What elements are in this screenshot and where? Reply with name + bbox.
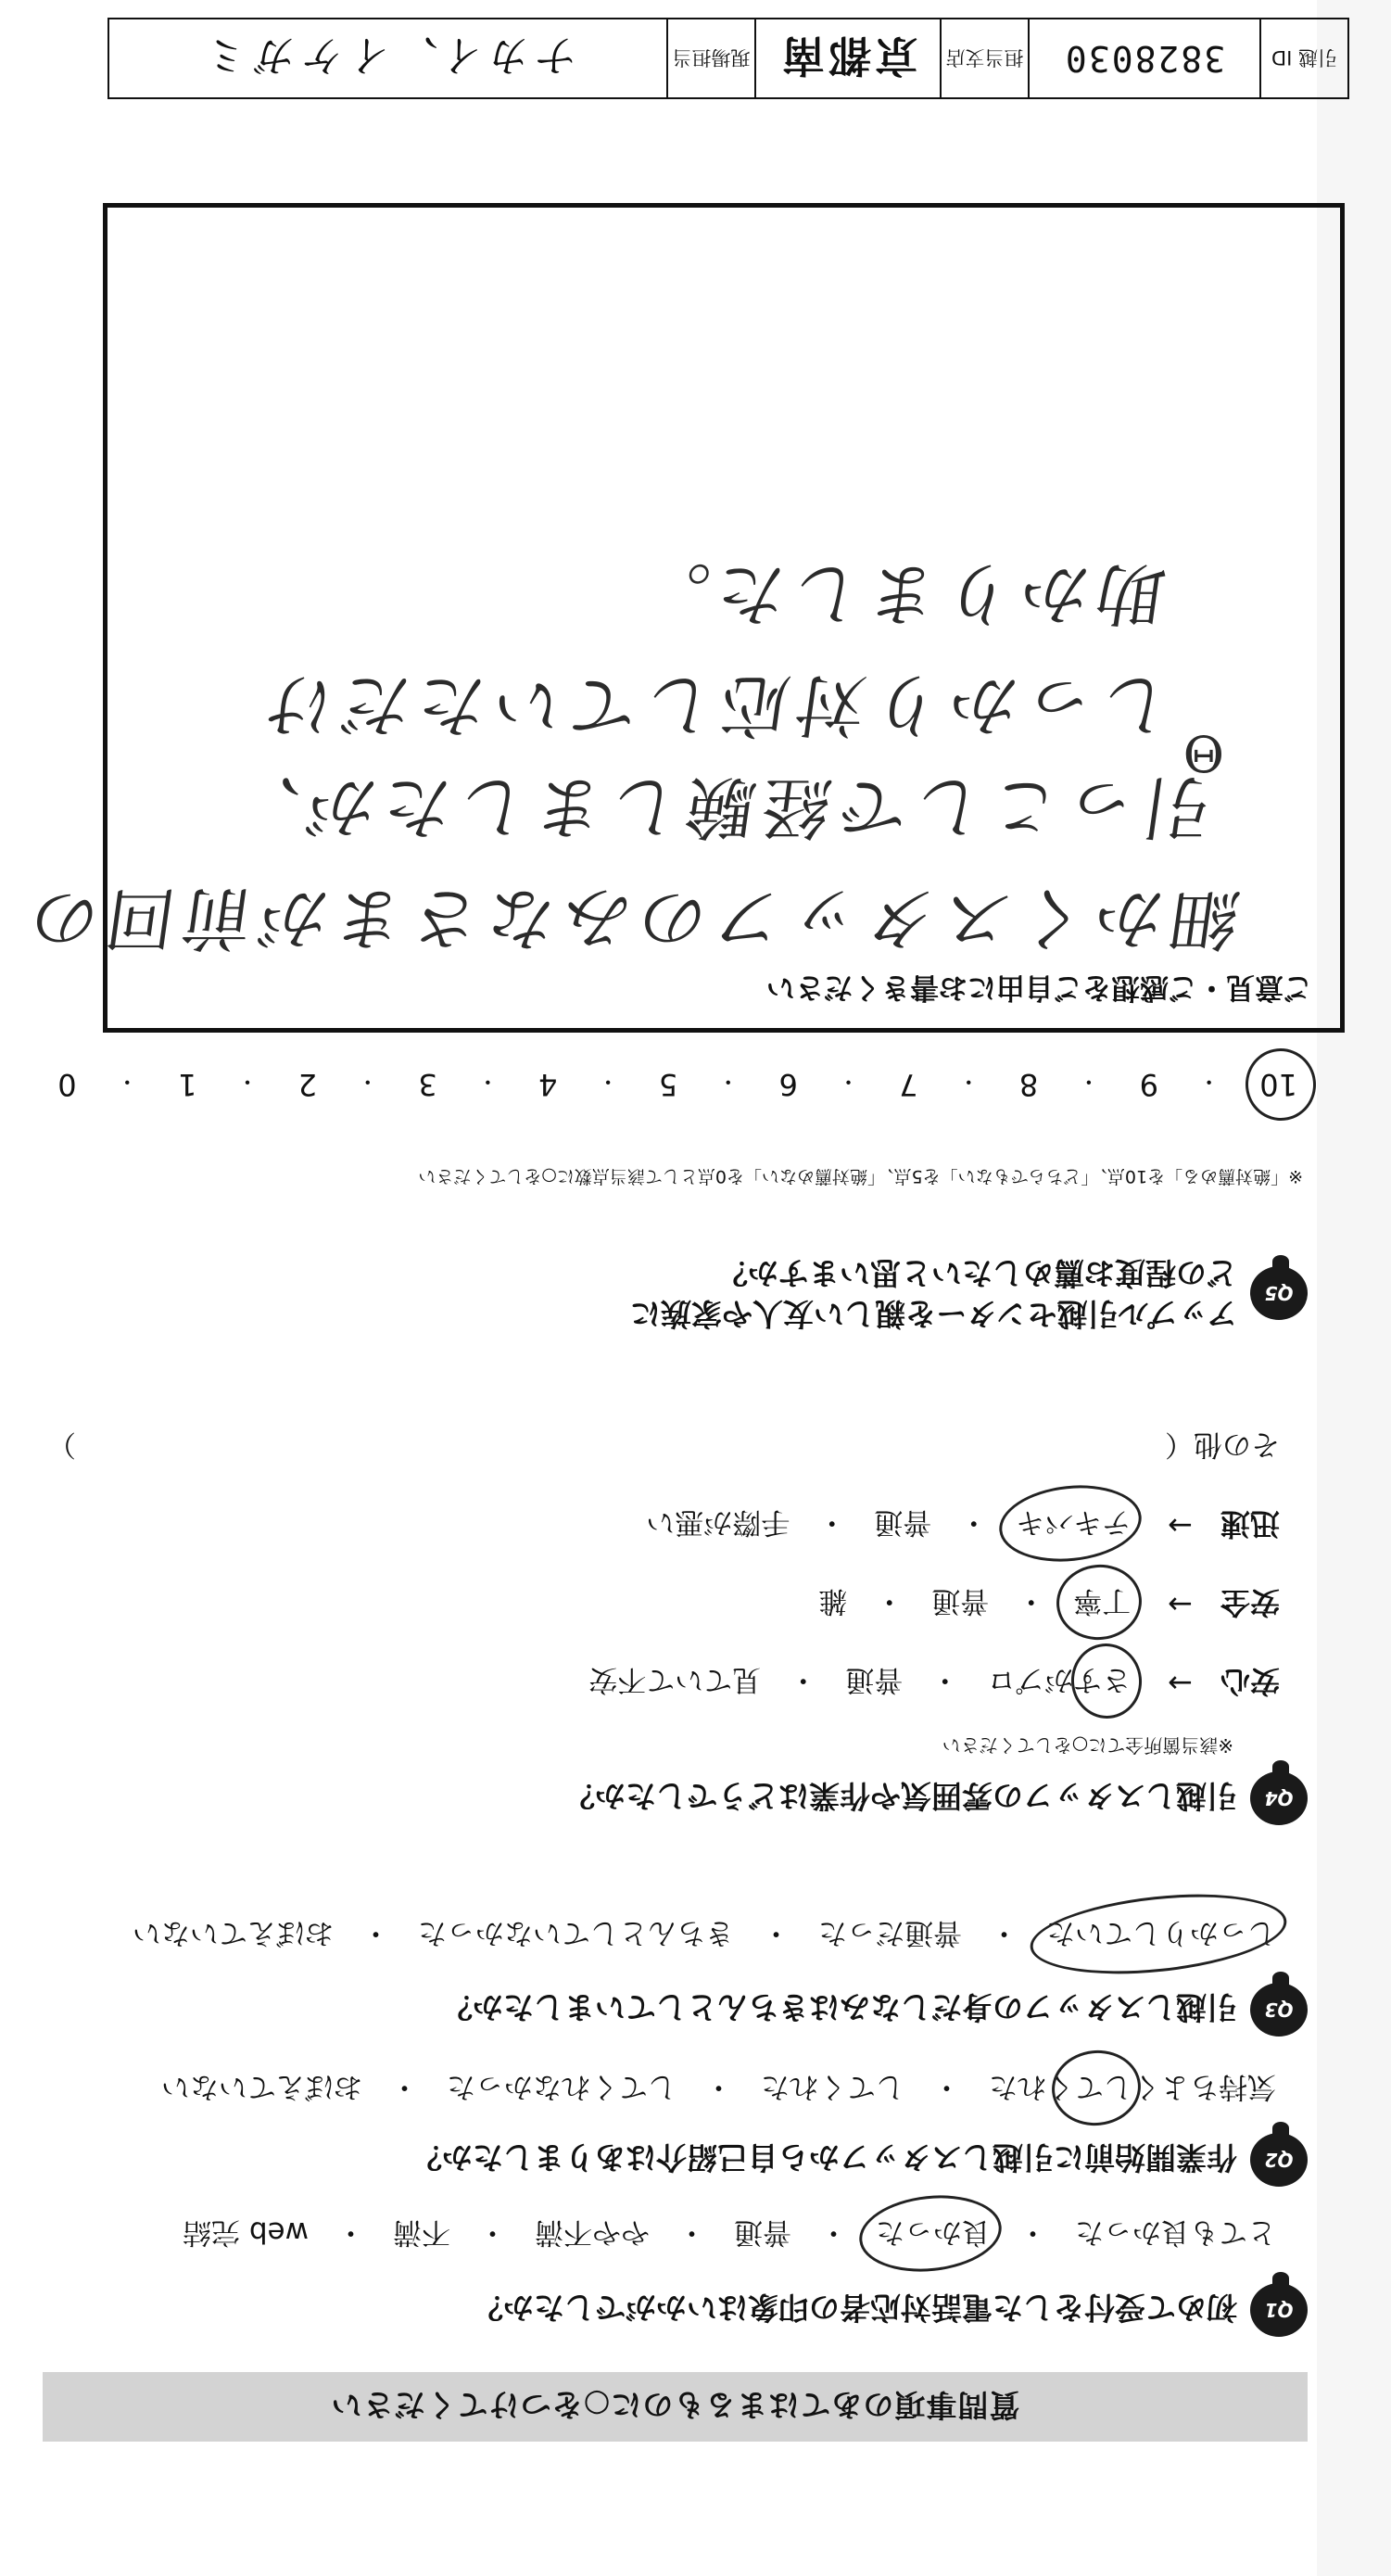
question-2-text: 作業開始前に引越しスタッフから自己紹介はありましたか？: [411, 2139, 1237, 2176]
selected-circle-mark: [855, 2189, 1005, 2278]
q1-option-good-label: 良かった: [876, 2215, 991, 2249]
q3-option-not-neat[interactable]: きちんとしていなかった: [418, 1916, 734, 1949]
q2-option-pleasantly-label: 気持ちよくしてくれた: [989, 2070, 1276, 2103]
question-3-options: しっかりしていた ・ 普通だった ・ きちんとしていなかった ・ おぼえていない: [129, 1915, 1280, 1957]
question-5-badge: Q5: [1250, 1266, 1308, 1320]
leader-name: ナカイ、イケガミ: [198, 31, 577, 81]
question-5-line-1: アップル引越センターを親しい友人や家族に: [629, 1296, 1237, 1332]
q3-option-normal[interactable]: 普通だった: [818, 1916, 962, 1949]
q4-option-professional[interactable]: [983, 1663, 1134, 1705]
q4-option-normal[interactable]: 普通: [845, 1663, 904, 1697]
question-1-badge: Q1: [1250, 2283, 1308, 2337]
score-8[interactable]: 8: [1018, 1067, 1039, 1102]
question-3-badge: Q3: [1250, 1983, 1308, 2037]
selected-circle-mark: [1027, 1884, 1291, 1986]
comment-line-2: 引っこしで経験しましたが、: [217, 767, 1217, 846]
selected-circle-mark: [995, 1479, 1145, 1569]
q1-option-slightly-unsatisfied[interactable]: やや不満: [535, 2215, 650, 2249]
question-3: [442, 1983, 1308, 2037]
score-3[interactable]: 3: [418, 1067, 437, 1102]
q2-option-did[interactable]: してくれた: [761, 2070, 904, 2103]
question-1-options: とても良かった ・ 良かった ・ 普通 ・ やや不満 ・ 不満 ・ web 完結: [179, 2214, 1280, 2256]
branch-label: 担当支店: [945, 46, 1024, 69]
score-1[interactable]: 1: [177, 1067, 197, 1102]
question-1-text: 初めて受付をした電話対応者の印象はいかがでしたか？: [473, 2290, 1237, 2327]
q2-option-dont-remember[interactable]: おぼえていない: [161, 2070, 362, 2103]
score-4[interactable]: 4: [538, 1067, 558, 1102]
q1-option-normal[interactable]: 普通: [734, 2215, 791, 2249]
question-4-badge: Q4: [1250, 1771, 1308, 1825]
comment-line-3: しっかり対応していただけ: [251, 665, 1175, 744]
question-4: [564, 1771, 1308, 1825]
move-id-value-cell: [1028, 19, 1259, 97]
q4-option-rough[interactable]: 雑: [818, 1584, 848, 1618]
branch-label-cell: [940, 19, 1028, 97]
question-5-line-2: どの程度お薦めしたいと思いますか？: [717, 1255, 1237, 1291]
question-2-badge: Q2: [1250, 2133, 1308, 2187]
q4-option-clumsy[interactable]: 手際が悪い: [646, 1505, 790, 1540]
score-0[interactable]: 0: [57, 1067, 77, 1102]
branch-value-cell: [754, 19, 940, 97]
score-10[interactable]: [1254, 1067, 1303, 1102]
question-4-note: ※該当箇所全てに○をしてください: [942, 1734, 1233, 1757]
q1-option-good[interactable]: [872, 2214, 994, 2256]
question-1: [473, 2283, 1308, 2337]
comment-line-1: 細かくスタッフのみなさまが前回の: [17, 878, 1245, 958]
score-5[interactable]: 5: [658, 1067, 678, 1102]
instructions-banner: [43, 2372, 1308, 2442]
leader-label: 現場担当: [672, 46, 751, 69]
q4-other-input[interactable]: [76, 1431, 1165, 1465]
score-7[interactable]: 7: [899, 1067, 918, 1102]
leader-label-cell: [666, 19, 754, 97]
q4-option-careful[interactable]: [1069, 1584, 1134, 1626]
q4-option-normal[interactable]: 普通: [874, 1505, 932, 1540]
comment-line-4: 助かりました。: [626, 553, 1170, 633]
comments-title: ご意見・ご感想をご自由にお書きください: [766, 971, 1312, 1004]
q3-option-neat-label: しっかりしていた: [1046, 1916, 1276, 1949]
q4-option-efficient-label: テキパキ: [1016, 1505, 1132, 1540]
leader-value-cell: [109, 19, 666, 97]
move-id-label-cell: [1259, 19, 1347, 97]
question-5-text: [630, 1252, 1237, 1334]
q4-other-label: その他（: [1165, 1428, 1280, 1461]
q4-option-efficient[interactable]: [1012, 1505, 1134, 1547]
handwritten-mark: Θ: [1182, 724, 1224, 782]
move-id-value: 3828030: [1063, 38, 1226, 79]
q2-option-did-not[interactable]: してくれなかった: [447, 2070, 677, 2103]
selected-circle-mark: [1053, 1561, 1145, 1644]
score-6[interactable]: 6: [778, 1067, 798, 1102]
question-3-text: 引越しスタッフの身だしなみはきちんとしていましたか？: [442, 1989, 1237, 2026]
q3-option-neat[interactable]: [1043, 1915, 1280, 1957]
q4-row-jinsoku: 迅速 → テキパキ ・ 普通 ・ 手際が悪い: [642, 1504, 1280, 1547]
q1-option-web[interactable]: web 完結: [183, 2215, 309, 2249]
q4-option-anxious[interactable]: 見ていて不安: [588, 1663, 762, 1697]
selected-circle-mark: [1242, 1045, 1320, 1124]
q4-row-label: 迅速: [1220, 1506, 1280, 1542]
arrow-icon: →: [1168, 1666, 1193, 1701]
q1-option-very-good[interactable]: とても良かった: [1075, 2215, 1276, 2249]
score-9[interactable]: 9: [1139, 1067, 1158, 1102]
q4-row-anshin: 安心 → さすがプロ ・ 普通 ・ 見ていて不安: [585, 1662, 1280, 1705]
q5-score-scale: 10 ・ 9 ・ 8 ・ 7 ・ 6 ・ 5 ・ 4 ・ 3 ・ 2 ・ 1 ・ 0: [52, 1067, 1303, 1102]
selected-circle-mark: [1068, 1641, 1145, 1723]
comments-box[interactable]: [17, 203, 1345, 1033]
q2-option-pleasantly[interactable]: [985, 2069, 1280, 2111]
question-2-options: 気持ちよくしてくれた ・ してくれた ・ してくれなかった ・ おぼえていない: [158, 2069, 1280, 2111]
q4-other-close: ）: [47, 1428, 76, 1461]
q4-option-normal[interactable]: 普通: [931, 1584, 990, 1618]
question-5-note: ※「絶対薦める」を10点、「どちらでもない」を5点、「絶対薦めない」を0点として該当点数に○をしてください: [418, 1166, 1303, 1186]
score-2[interactable]: 2: [297, 1067, 318, 1102]
q4-option-careful-label: 丁寧: [1073, 1584, 1132, 1618]
q3-option-dont-remember[interactable]: おぼえていない: [133, 1916, 334, 1949]
arrow-icon: →: [1168, 1508, 1193, 1543]
branch-stamp: 京都南: [778, 31, 917, 81]
id-bar: [107, 18, 1349, 99]
question-5: [630, 1252, 1308, 1334]
question-2: [411, 2133, 1308, 2187]
q4-row-label: 安全: [1220, 1585, 1280, 1620]
q4-row-anzen: 安全 → 丁寧 ・ 普通 ・ 雑: [815, 1583, 1280, 1626]
instructions-text: 質問事項のあてはまるものに○をつけてください: [330, 2387, 1020, 2423]
move-id-label: 引越 ID: [1271, 46, 1338, 69]
score-10-label: 10: [1259, 1067, 1297, 1102]
q4-row-label: 安心: [1220, 1664, 1280, 1699]
q4-row-other: [47, 1427, 1280, 1468]
arrow-icon: →: [1168, 1587, 1193, 1622]
q4-option-professional-label: さすがプロ: [987, 1663, 1132, 1697]
q1-option-unsatisfied[interactable]: 不満: [393, 2215, 450, 2249]
selected-circle-mark: [1048, 2046, 1144, 2130]
question-4-text: 引越しスタッフの雰囲気や作業はどうでしたか？: [564, 1778, 1237, 1815]
